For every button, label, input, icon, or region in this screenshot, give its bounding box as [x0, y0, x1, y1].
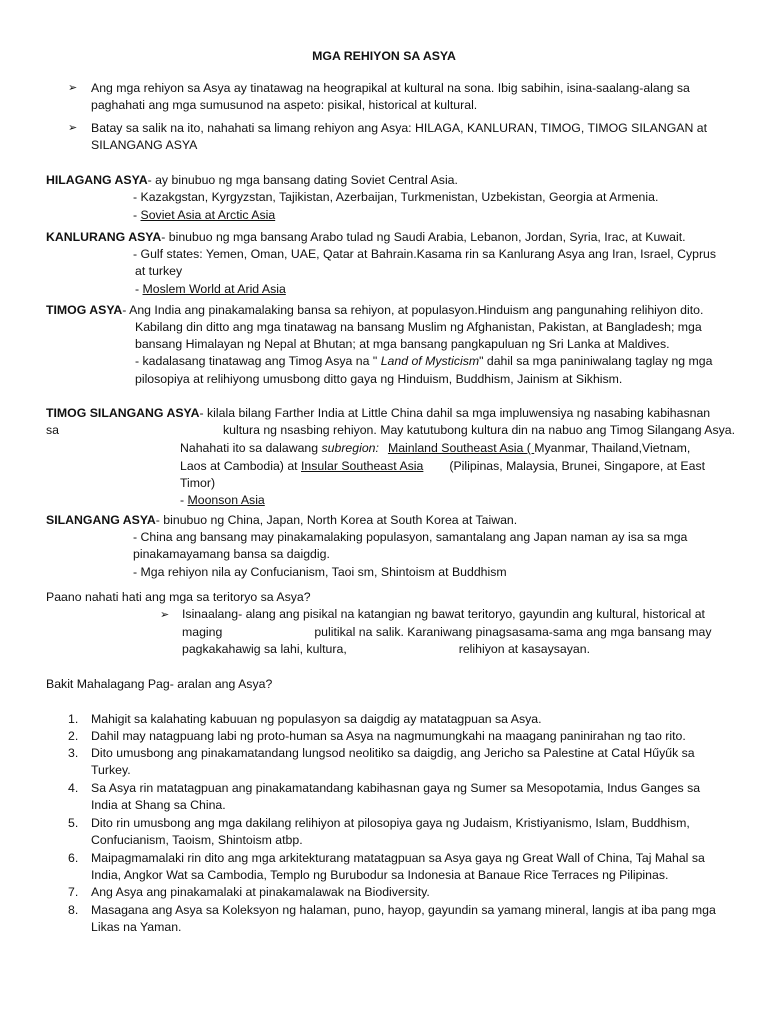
dash: - — [135, 282, 143, 296]
list-number: 4. — [68, 781, 79, 795]
list-number: 6. — [68, 851, 79, 865]
section-kanluran — [46, 229, 686, 246]
ts-line: Timor) — [180, 476, 216, 490]
list-item — [68, 815, 748, 849]
section-desc: - ay binubuo ng mga bansang dating Soviet Central Asia. — [147, 173, 458, 187]
list-number: 7. — [68, 885, 79, 899]
intro-bullet-text: Ang mga rehiyon sa Asya ay tinatawag na heograpikal at kultural na sona. Ibig sabihin, isina-saalang-alang sa paghahati ang mga sumusunod na aspeto: pisikal, historical at kultural. — [91, 81, 690, 112]
dash: - — [180, 493, 188, 507]
text: Nahahati ito sa dalawang — [180, 441, 322, 455]
section-heading: TIMOG SILANGANG ASYA — [46, 406, 200, 420]
answer-line — [182, 624, 711, 641]
list-text: Confucianism, Taoism, Shintoism atbp. — [91, 833, 303, 847]
intro-bullet-text: Batay sa salik na ito, nahahati sa limang rehiyon ang Asya: HILAGA, KANLURAN, TIMOG, TIMOG SILANGAN at SILANGANG ASYA — [91, 121, 708, 152]
text: Laos at Cambodia) at — [180, 459, 301, 473]
question-paano: Paano nahati hati ang mga sa teritoryo sa Asya? — [46, 590, 311, 604]
section-heading: SILANGANG ASYA — [46, 513, 156, 527]
section-desc: - kilala bilang Farther India at Little China dahil sa mga impluwensiya ng nasabing kabihasnan — [199, 406, 711, 420]
kanluran-alias-text: Moslem World at Arid Asia — [142, 282, 286, 296]
list-number: 3. — [68, 746, 79, 760]
list-text: Dito umusbong ang pinakamatandang lungsod neolitiko sa daigdig, ang Jericho sa Palestine at Catal Hűyűk sa — [91, 746, 695, 760]
list-item — [68, 780, 748, 814]
list-number: 8. — [68, 903, 79, 917]
list-text: Mahigit sa kalahating kabuuan ng populasyon sa daigdig ay matatagpuan sa Asya. — [91, 712, 542, 726]
section-desc: - Ang India ang pinakamalaking bansa sa rehiyon, at populasyon.Hinduism ang pangunahing relihiyon dito. — [122, 303, 704, 317]
list-item — [68, 884, 748, 901]
ts-line: kultura ng nsasbing rehiyon. May katutubong kultura din na nabuo ang Timog Silangang Asya. — [223, 423, 736, 437]
section-timog — [46, 302, 703, 319]
dash: - — [133, 208, 141, 222]
question-bakit: Bakit Mahalagang Pag- aralan ang Asya? — [46, 677, 273, 691]
text: maging — [182, 625, 223, 639]
intro-bullet-1 — [68, 80, 728, 114]
section-desc: - binubuo ng mga bansang Arabo tulad ng Saudi Arabia, Lebanon, Jordan, Syria, Irac, at Kuwait. — [161, 230, 686, 244]
list-text: Sa Asya rin matatagpuan ang pinakamatandang kabihasnan gaya ng Sumer sa Mesopotamia, Indus Ganges sa — [91, 781, 701, 795]
insular-southeast-asia: Insular Southeast Asia — [301, 459, 424, 473]
list-item — [68, 902, 748, 936]
section-hilaga — [46, 172, 458, 189]
list-text: Masagana ang Asya sa Koleksyon ng halaman, puno, hayop, gayundin sa yamang mineral, langis at iba pang mga — [91, 903, 716, 917]
text: relihiyon at kasaysayan. — [458, 642, 590, 656]
text: Myanmar, Thailand,Vietnam, — [534, 441, 691, 455]
mainland-southeast-asia: Mainland Southeast Asia ( — [387, 441, 535, 455]
list-text: Likas na Yaman. — [91, 920, 182, 934]
arrow-bullet-icon: ➢ — [68, 122, 78, 134]
timog-line: bansang Himalayan ng Nepal at Bhutan; at mga bansang pangkapuluan ng Sri Lanka at Maldives. — [135, 337, 670, 351]
moonson-asia: Moonson Asia — [187, 493, 265, 507]
list-text: Maipagmamalaki rin dito ang mga arkitekturang matatagpuan sa Asya gaya ng Great Wall of China, Taj Mahal sa — [91, 851, 705, 865]
list-item — [68, 728, 748, 745]
ts-insular — [180, 458, 705, 475]
section-heading: KANLURANG ASYA — [46, 230, 162, 244]
section-timog-silangan — [46, 405, 710, 422]
text: pagkakahawig sa lahi, kultura, — [182, 642, 347, 656]
document-title: MGA REHIYON SA ASYA — [312, 49, 456, 63]
ts-alias — [180, 492, 265, 509]
answer-line: Isinaalang- alang ang pisikal na katangian ng bawat teritoryo, gayundin ang kultural, historical at — [182, 607, 705, 621]
list-item — [68, 745, 748, 779]
text: - kadalasang tinatawag ang Timog Asya na " — [135, 354, 381, 368]
hilaga-countries: - Kazakgstan, Kyrgyzstan, Tajikistan, Azerbaijan, Turkmenistan, Uzbekistan, Georgia at Armenia. — [133, 190, 659, 204]
list-number: 1. — [68, 712, 79, 726]
hilaga-alias — [133, 207, 275, 224]
list-item — [68, 850, 748, 884]
timog-line: Kabilang din ditto ang mga tinatawag na bansang Muslim ng Afghanistan, Pakistan, at Bangladesh; mga — [135, 320, 702, 334]
intro-bullet-2 — [68, 120, 728, 154]
section-silangan — [46, 512, 517, 529]
section-heading: HILAGANG ASYA — [46, 173, 148, 187]
subregion-label: subregion: — [321, 441, 379, 455]
list-text: India, Angkor Wat sa Cambodia, Templo ng Burubodur sa Indonesia at Banaue Rice Terraces ng Pilipinas. — [91, 868, 669, 882]
list-number: 2. — [68, 729, 79, 743]
ts-subregion — [180, 440, 690, 457]
timog-mysticism — [135, 353, 712, 370]
kanluran-alias — [135, 281, 286, 298]
section-heading: TIMOG ASYA — [46, 303, 123, 317]
answer-line — [182, 641, 590, 658]
list-number: 5. — [68, 816, 79, 830]
text: pulitikal na salik. Karaniwang pinagsasama-sama ang mga bansang may — [314, 625, 712, 639]
kanluran-line: at turkey — [135, 264, 183, 278]
ts-sa: sa — [46, 423, 59, 437]
arrow-bullet-icon: ➢ — [160, 609, 170, 621]
list-text: India at Shang sa China. — [91, 798, 226, 812]
section-desc: - binubuo ng China, Japan, North Korea at South Korea at Taiwan. — [155, 513, 518, 527]
land-of-mysticism: Land of Mysticism — [380, 354, 480, 368]
list-text: Dito rin umusbong ang mga dakilang relihiyon at pilosopiya gaya ng Judaism, Kristiyanismo, Islam, Buddhism, — [91, 816, 690, 830]
timog-line: pilosopiya at relihiyong umusbong ditto gaya ng Hinduism, Buddhism, Jainism at Sikhism. — [135, 372, 623, 386]
kanluran-line: - Gulf states: Yemen, Oman, UAE, Qatar at Bahrain.Kasama rin sa Kanlurang Asya ang Iran, Israel, Cyprus — [133, 247, 717, 261]
arrow-bullet-icon: ➢ — [68, 82, 78, 94]
text: (Pilipinas, Malaysia, Brunei, Singapore, at East — [449, 459, 706, 473]
list-text: Turkey. — [91, 763, 131, 777]
hilaga-alias-text: Soviet Asia at Arctic Asia — [140, 208, 276, 222]
silangan-line: - Mga rehiyon nila ay Confucianism, Taoi sm, Shintoism at Buddhism — [133, 565, 507, 579]
list-text: Ang Asya ang pinakamalaki at pinakamalawak na Biodiversity. — [91, 885, 430, 899]
list-item — [68, 711, 748, 728]
silangan-line: pinakamayamang bansa sa daigdig. — [133, 547, 330, 561]
text: " dahil sa mga paniniwalang taglay ng mga — [479, 354, 713, 368]
silangan-line: - China ang bansang may pinakamalaking populasyon, samantalang ang Japan naman ay isa sa mga — [133, 530, 688, 544]
list-text: Dahil may natagpuang labi ng proto-human sa Asya na nagmumungkahi na maagang paninirahan ng tao rito. — [91, 729, 686, 743]
